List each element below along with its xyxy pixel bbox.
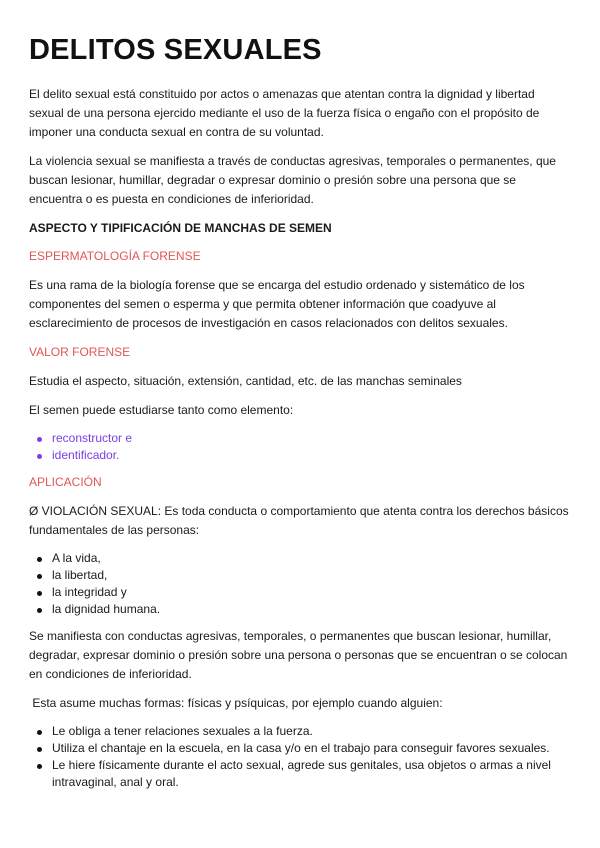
- element-list: [29, 430, 572, 464]
- formas-paragraph: Esta asume muchas formas: físicas y psíquicas, por ejemplo cuando alguien:: [29, 696, 443, 710]
- rights-list: [29, 550, 572, 618]
- list-item: [37, 723, 572, 740]
- valor-paragraph-1: Estudia el aspecto, situación, extensión, cantidad, etc. de las manchas seminales: [29, 374, 462, 388]
- list-item-text: identificador.: [52, 448, 120, 462]
- violacion-paragraph: Ø VIOLACIÓN SEXUAL: Es toda conducta o comportamiento que atenta contra los derechos básicos fundamentales de las personas:: [29, 504, 569, 537]
- list-item-text: Utiliza el chantaje en la escuela, en la casa y/o en el trabajo para conseguir favores sexuales.: [52, 741, 550, 755]
- espermatologia-heading: ESPERMATOLOGÍA FORENSE: [29, 249, 201, 263]
- bullet-icon: [37, 454, 42, 459]
- valor-paragraph-2: El semen puede estudiarse tanto como elemento:: [29, 403, 294, 417]
- list-item: [37, 740, 572, 757]
- bullet-icon: [37, 574, 42, 579]
- intro-paragraph-2: La violencia sexual se manifiesta a través de conductas agresivas, temporales o permanentes, que buscan lesionar, humillar, degradar o expresar dominio o presión sobre una persona que se encuentra o es puesta en condiciones de inferioridad.: [29, 154, 556, 206]
- list-item: [37, 601, 572, 618]
- examples-list: [29, 723, 572, 791]
- bullet-icon: [37, 764, 42, 769]
- bullet-icon: [37, 730, 42, 735]
- list-item: [37, 430, 572, 447]
- list-item: [37, 567, 572, 584]
- list-item-text: reconstructor e: [52, 431, 133, 445]
- list-item: [37, 550, 572, 567]
- intro-paragraph-1: El delito sexual está constituido por actos o amenazas que atentan contra la dignidad y libertad sexual de una persona ejercido mediante el uso de la fuerza física o engaño con el propósito de imponer una conducta sexual en contra de su voluntad.: [29, 87, 540, 139]
- list-item-text: la libertad,: [52, 568, 108, 582]
- list-item-text: Le obliga a tener relaciones sexuales a la fuerza.: [52, 724, 313, 738]
- list-item-text: Le hiere físicamente durante el acto sexual, agrede sus genitales, usa objetos o armas a nivel intravaginal, anal y oral.: [52, 758, 551, 789]
- list-item-text: la dignidad humana.: [52, 602, 161, 616]
- bullet-icon: [37, 557, 42, 562]
- aplicacion-heading: APLICACIÓN: [29, 475, 102, 489]
- list-item-text: la integridad y: [52, 585, 127, 599]
- list-item: [37, 584, 572, 601]
- bullet-icon: [37, 747, 42, 752]
- bullet-icon: [37, 608, 42, 613]
- list-item: [37, 447, 572, 464]
- bullet-icon: [37, 591, 42, 596]
- list-item: [37, 757, 572, 791]
- bullet-icon: [37, 437, 42, 442]
- section-heading: ASPECTO Y TIPIFICACIÓN DE MANCHAS DE SEMEN: [29, 221, 332, 235]
- espermatologia-paragraph: Es una rama de la biología forense que se encarga del estudio ordenado y sistemático de los componentes del semen o esperma y que permita obtener información que coadyuve al esclarecimiento de procesos de investigación en casos relacionados con delitos sexuales.: [29, 278, 525, 330]
- valor-forense-heading: VALOR FORENSE: [29, 345, 131, 359]
- list-item-text: A la vida,: [52, 551, 101, 565]
- page-title: DELITOS SEXUALES: [29, 34, 322, 66]
- manifiesta-paragraph: Se manifiesta con conductas agresivas, temporales, o permanentes que buscan lesionar, humillar, degradar, expresar dominio o presión sobre una persona o personas que se encuentran o se colocan en condiciones de inferioridad.: [29, 629, 568, 681]
